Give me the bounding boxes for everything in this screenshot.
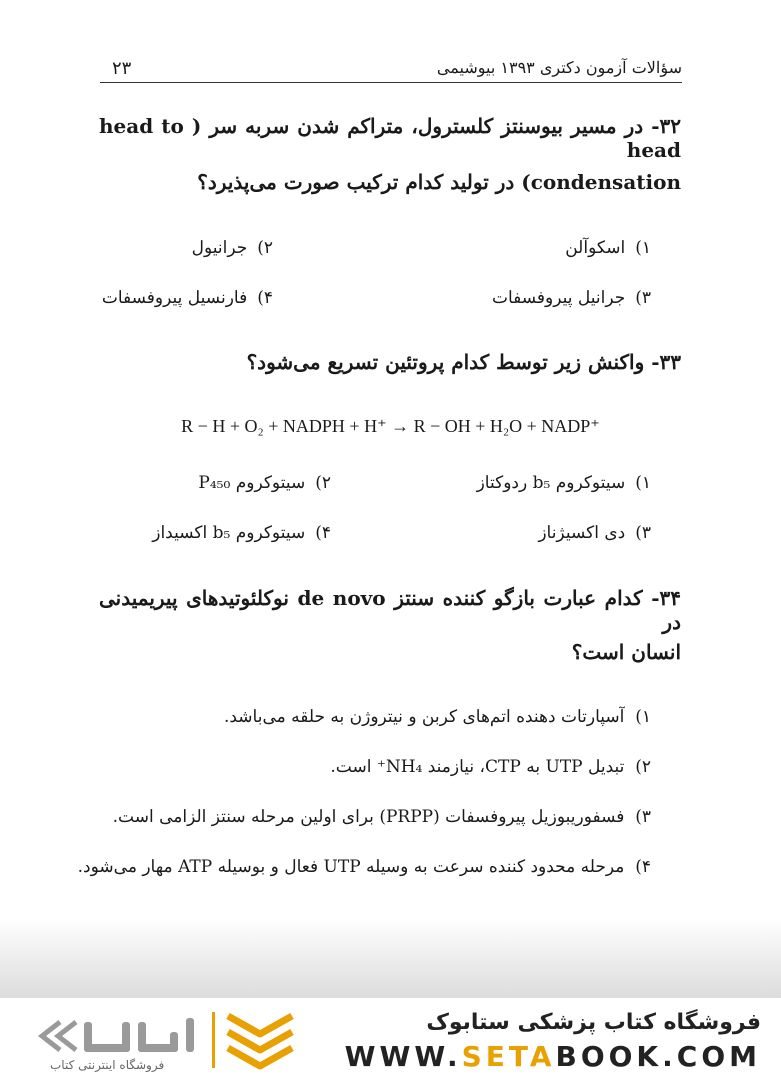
q32-option-2[interactable]: ۲)جرانیول [191, 238, 273, 258]
q32-option-3[interactable]: ۳)جرانیل پیروفسفات [491, 288, 651, 308]
logo-subtitle: فروشگاه اینترنتی کتاب [50, 1058, 165, 1072]
q34-option-4[interactable]: ۴) مرحله محدود کننده سرعت به وسیله UTP فعال و بوسیله ATP مهار می‌شود. [77, 857, 651, 877]
footer-fade [0, 918, 781, 998]
q33-option-2[interactable]: ۲)سیتوکروم P₄₅₀ [198, 473, 331, 493]
page-number: ۲۳ [112, 58, 132, 79]
reaction-formula: R − H + O₂ + NADPH + H⁺ → R − OH + H₂O + NADP⁺ [181, 416, 600, 436]
q34-option-3[interactable]: ۳) فسفوریبوزیل پیروفسفات (PRPP) برای اولین مرحله سنتز الزامی است. [112, 807, 651, 827]
page-header [100, 52, 682, 83]
q32-option-1[interactable]: ۱)اسکوآلن [565, 238, 651, 258]
q32-option-4[interactable]: ۴)فارنسیل پیروفسفات [101, 288, 273, 308]
q33-option-3[interactable]: ۳)دی اکسیژناز [538, 523, 651, 543]
q32-line1: ۳۲- در مسیر بیوسنتز کلسترول، متراکم شدن سربه سر ( head to head [99, 114, 681, 162]
q34-option-1[interactable]: ۱) آسپارتات دهنده اتم‌های کربن و نیتروژن به حلقه می‌باشد. [223, 707, 651, 727]
q34-line1: ۳۴- کدام عبارت بازگو کننده سنتز de novo نوکلئوتیدهای پیریمیدنی در [99, 586, 682, 634]
q33-option-1[interactable]: ۱)سیتوکروم b₅ ردوکتاز [476, 473, 651, 493]
q34-line2: انسان است؟ [571, 640, 681, 664]
store-url[interactable]: WWW.SETABOOK.COM [344, 1040, 761, 1073]
book-title: سؤالات آزمون دکتری ۱۳۹۳ بیوشیمی [436, 58, 682, 77]
store-name: فروشگاه کتاب پزشکی ستابوک [426, 1010, 761, 1035]
q33-line1: ۳۳- واکنش زیر توسط کدام پروتئین تسریع می‌شود؟ [246, 350, 681, 374]
q33-option-4[interactable]: ۴)سیتوکروم b₅ اکسیداز [152, 523, 331, 543]
q32-line2: condensation) در تولید کدام ترکیب صورت می‌پذیرد؟ [197, 170, 681, 194]
q34-option-2[interactable]: ۲) تبدیل UTP به CTP، نیازمند NH₄⁺ است. [330, 757, 651, 777]
